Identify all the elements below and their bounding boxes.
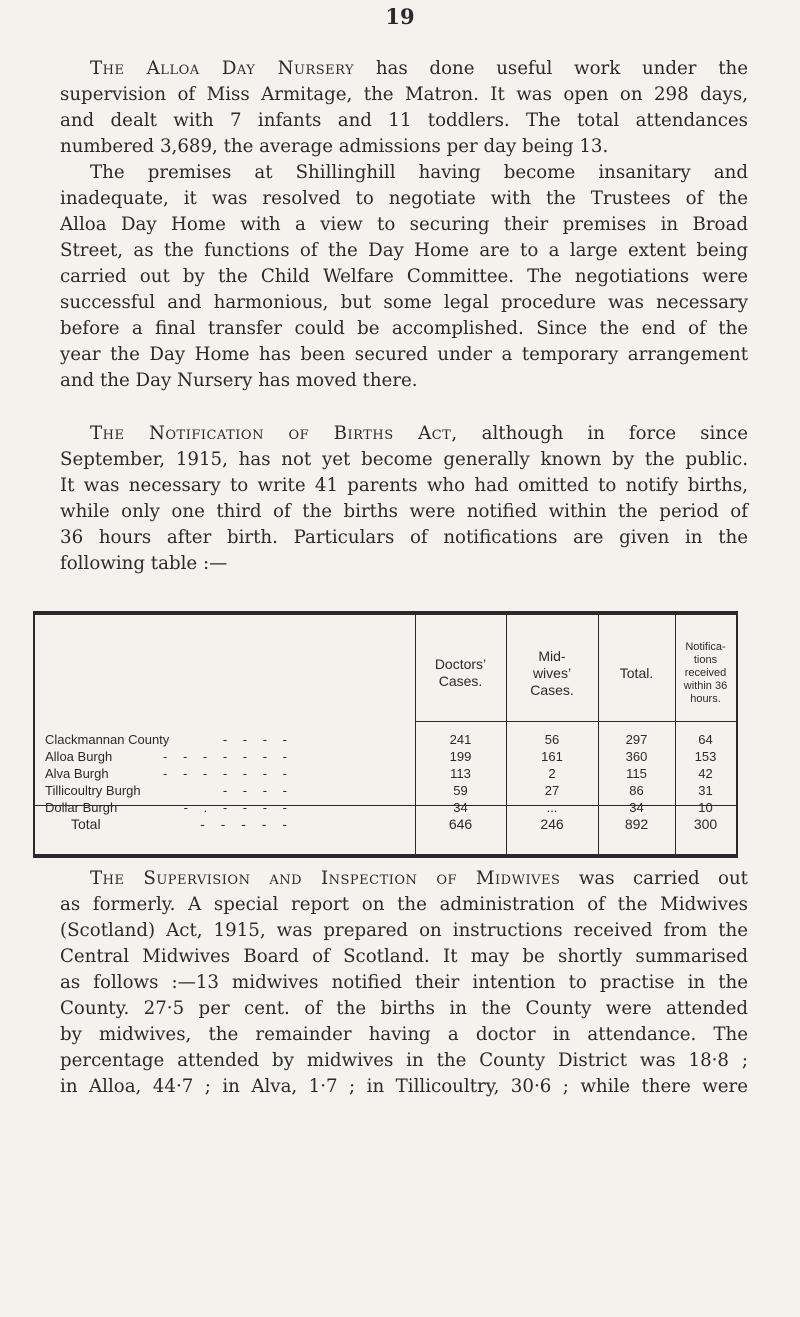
cell-midwives: 56 [544,732,560,747]
cell-midwives: ... [546,800,558,815]
paragraph-line: by midwives, the remainder having a doctor in attendance. The [60,1024,748,1045]
paragraph-line: successful and harmonious, but some legal procedure was necessary [60,292,748,313]
total-midwives: 246 [540,816,564,832]
total-doctors: 646 [448,816,473,832]
paragraph-notification-act [60,421,748,577]
paragraph-line: while only one third of the births were notified within the period of [60,501,748,522]
paragraph-line: and the Day Nursery has moved there. [60,370,418,391]
paragraph-line: as follows :—13 midwives notified their intention to practise in the [60,972,748,993]
header-notifications-36-hours: Notifica- tions received within 36 hours. [683,640,728,705]
paragraph-line: The Alloa Day Nursery has done useful work under the [90,58,748,79]
paragraph-line: year the Day Home has been secured under a temporary arrangement [60,344,748,365]
row-label: Alloa Burgh - - - - - - - [45,749,293,764]
paragraph-line: in Alloa, 44·7 ; in Alva, 1·7 ; in Tillicoultry, 30·6 ; while there were [60,1076,748,1097]
paragraph-line: supervision of Miss Armitage, the Matron. It was open on 298 days, [60,84,748,105]
table-row [35,732,736,749]
total-notified: 300 [693,816,718,832]
paragraph-line: inadequate, it was resolved to negotiate with the Trustees of the [60,188,748,209]
paragraph-line: before a final transfer could be accomplished. Since the end of the [60,318,748,339]
table-row [35,766,736,783]
cell-midwives: 161 [541,749,563,764]
paragraph-line: percentage attended by midwives in the County District was 18·8 ; [60,1050,748,1071]
table-row [35,749,736,766]
paragraph-lead: The Notification of Births Act, [90,423,458,444]
cell-notified: 10 [698,800,713,815]
paragraph-line: The premises at Shillinghill having become insanitary and [90,162,748,183]
paragraph-line: (Scotland) Act, 1915, was prepared on instructions received from the [60,920,748,941]
paragraph-line: following table :— [60,553,228,574]
paragraph-premises [60,160,748,394]
cell-doctors: 59 [453,783,468,798]
cell-doctors: 199 [449,749,472,764]
paragraph-line: The Notification of Births Act, although in force since [90,423,748,444]
cell-total: 34 [629,800,644,815]
cell-total: 297 [625,732,648,747]
paragraph-line: Central Midwives Board of Scotland. It may be shortly summarised [60,946,748,967]
paragraph-line: The Supervision and Inspection of Midwives was carried out [90,868,748,889]
header-doctors-cases: Doctors’ Cases. [434,656,487,689]
row-label: Alva Burgh - - - - - - - [45,766,293,781]
cell-doctors: 34 [453,800,468,815]
paragraph-line: numbered 3,689, the average admissions per day being 13. [60,136,609,157]
header-total: Total. [619,664,654,681]
cell-doctors: 241 [449,732,472,747]
paragraph-line: carried out by the Child Welfare Committee. The negotiations were [60,266,748,287]
row-label: Clackmannan County - - - - [45,732,293,747]
cell-doctors: 113 [450,766,471,781]
cell-total: 86 [629,783,644,798]
cell-total: 115 [626,766,647,781]
paragraph-midwives-supervision [60,866,748,1100]
cell-notified: 153 [694,749,717,764]
table-row [35,783,736,800]
paragraph-lead: The Supervision and Inspection of Midwives [90,868,561,889]
total-total: 892 [624,816,649,832]
paragraph-line: 36 hours after birth. Particulars of notifications are given in the [60,527,748,548]
cell-notified: 64 [698,732,713,747]
header-midwives-cases: Mid- wives’ Cases. [530,647,574,698]
table-total-row [35,816,736,836]
cell-notified: 42 [698,766,713,781]
cell-midwives: 2 [548,766,556,781]
paragraph-line: Alloa Day Home with a view to securing their premises in Broad [60,214,748,235]
row-label: Dollar Burgh - . - - - - [45,800,293,815]
total-label: Total - - - - - [71,816,293,832]
paragraph-line: September, 1915, has not yet become generally known by the public. [60,449,748,470]
page-number: 19 [385,4,415,29]
cell-notified: 31 [698,783,713,798]
paragraph-day-nursery [60,56,748,160]
paragraph-line: It was necessary to write 41 parents who had omitted to notify births, [60,475,748,496]
cell-midwives: 27 [544,783,560,798]
paragraph-line: County. 27·5 per cent. of the births in the County were attended [60,998,748,1019]
row-label: Tillicoultry Burgh - - - - [45,783,293,798]
cell-total: 360 [625,749,648,764]
paragraph-line: as formerly. A special report on the administration of the Midwives [60,894,748,915]
paragraph-line: Street, as the functions of the Day Home are to a large extent being [60,240,748,261]
paragraph-lead: The Alloa Day Nursery [90,58,355,79]
table-row [35,800,736,817]
paragraph-line: and dealt with 7 infants and 11 toddlers. The total attendances [60,110,748,131]
